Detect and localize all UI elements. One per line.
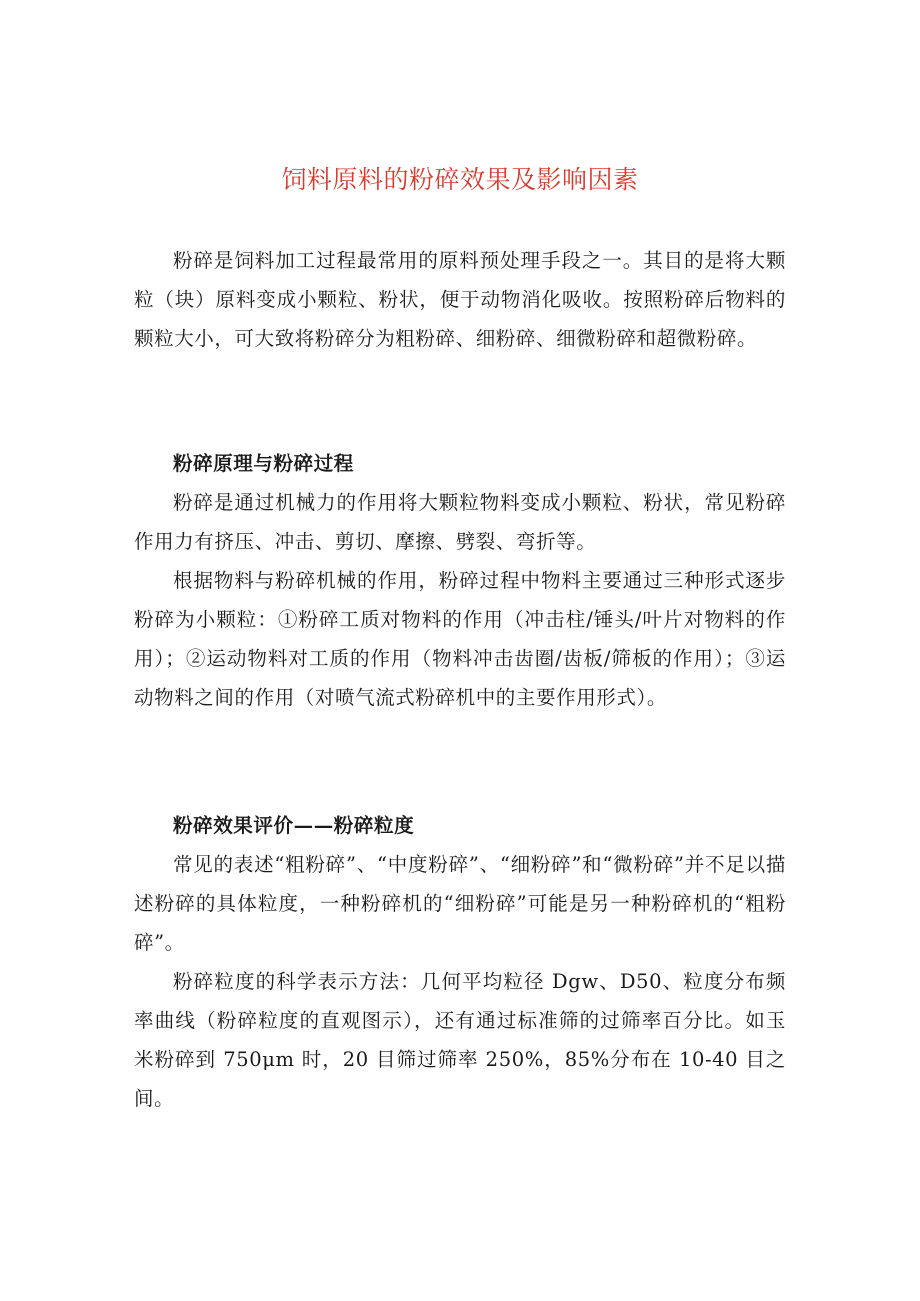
section-paragraph: 粉碎是通过机械力的作用将大颗粒物料变成小颗粒、粉状，常见粉碎作用力有挤压、冲击、剪切、摩擦、劈裂、弯折等。: [134, 491, 786, 553]
section-heading: 粉碎效果评价——粉碎粒度: [173, 814, 415, 837]
section-heading: 粉碎原理与粉碎过程: [173, 452, 354, 475]
section-crushing-principle: [134, 444, 786, 717]
intro-paragraph: 粉碎是饲料加工过程最常用的原料预处理手段之一。其目的是将大颗粒（块）原料变成小颗粒、粉状，便于动物消化吸收。按照粉碎后物料的颗粒大小，可大致将粉碎分为粗粉碎、细粉碎、细微粉碎和超微粉碎。: [134, 249, 786, 350]
section-paragraph: 根据物料与粉碎机械的作用，粉碎过程中物料主要通过三种形式逐步粉碎为小颗粒：①粉碎工质对物料的作用（冲击柱/锤头/叶片对物料的作用）；②运动物料对工质的作用（物料冲击齿圈/齿板/筛板的作用）；③运动物料之间的作用（对喷气流式粉碎机中的主要作用形式）。: [134, 569, 786, 709]
section-particle-size: [134, 806, 786, 1118]
section-paragraph: 常见的表述“粗粉碎”、“中度粉碎”、“细粉碎”和“微粉碎”并不足以描述粉碎的具体粒度，一种粉碎机的“细粉碎”可能是另一种粉碎机的“粗粉碎”。: [134, 853, 786, 954]
section-paragraph: 粉碎粒度的科学表示方法：几何平均粒径 Dgw、D50、粒度分布频率曲线（粉碎粒度的直观图示），还有通过标准筛的过筛率百分比。如玉米粉碎到 750μm 时，20 目筛过筛率 250%，85%分布在 10-40 目之间。: [134, 970, 786, 1110]
intro-block: [134, 241, 786, 358]
document-title: 饲料原料的粉碎效果及影响因素: [281, 165, 639, 194]
